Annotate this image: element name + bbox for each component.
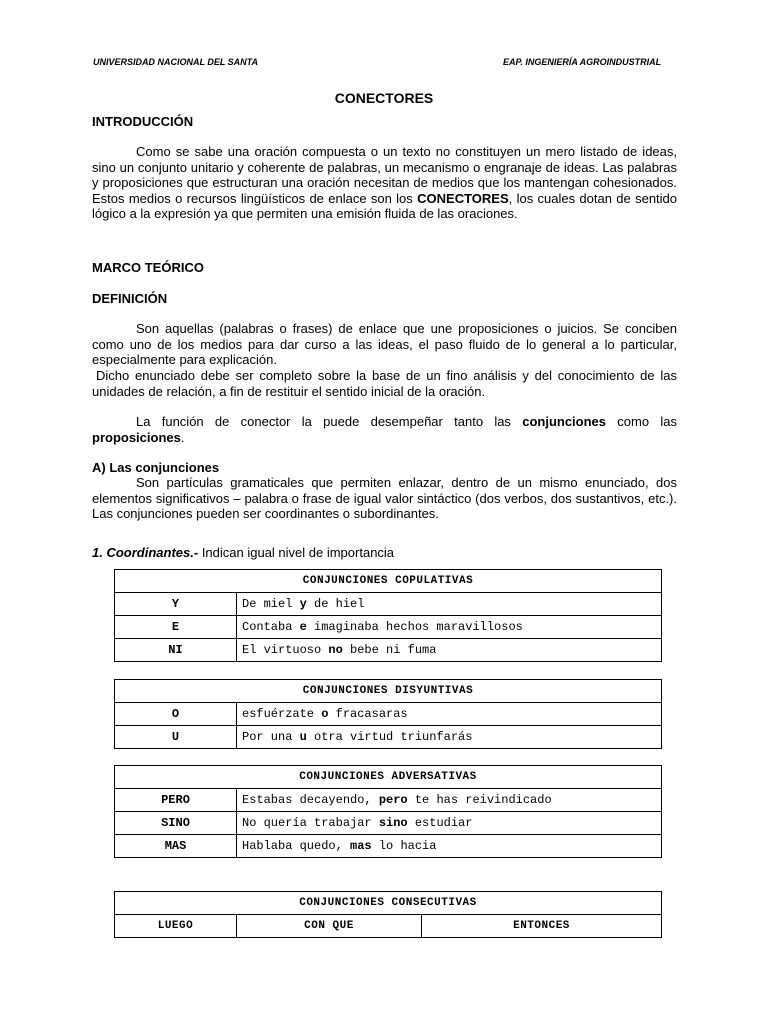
table-row: [115, 593, 662, 616]
example-pre: Contaba: [242, 620, 300, 634]
header-university: UNIVERSIDAD NACIONAL DEL SANTA: [93, 57, 259, 67]
p3-text-a: La función de conector la puede desempeñar tanto las: [136, 414, 511, 429]
definicion-heading: DEFINICIÓN: [92, 291, 168, 306]
intro-text-before: Como se sabe una oración compuesta o un texto no constituyen un mero listado de ideas, sino un conjunto unitario y coherente de palabras, un mecanismo o engranaje de ideas. Las palabras y proposiciones que estructuran una oración necesitan de medios que los mantengan cohesionados. Estos medios o recursos lingüísticos de enlace son los: [92, 144, 677, 206]
intro-paragraph: [92, 144, 677, 222]
coordinantes-label: 1. Coordinantes.-: [92, 545, 199, 560]
example-cell: [237, 639, 662, 662]
p3-text-c: como las: [617, 414, 677, 429]
example-post: bebe ni fuma: [342, 643, 437, 657]
conjunciones-paragraph: Son partículas gramaticales que permiten enlazar, dentro de un mismo enunciado, dos elementos significativos – palabra o frase de igual valor sintáctico (dos verbos, dos sustantivos, etc.). Las conjunciones pueden ser coordinantes o subordinantes.: [92, 475, 677, 521]
example-post: estudiar: [407, 816, 473, 830]
example-pre: esfuérzate: [242, 707, 322, 721]
table-row: [115, 639, 662, 662]
example-pre: Hablaba quedo,: [242, 839, 351, 853]
intro-heading: INTRODUCCIÓN: [92, 114, 194, 129]
conjunction-key: U: [115, 726, 237, 749]
table-copulativas: [114, 569, 662, 662]
definicion-paragraph-3: [92, 414, 677, 445]
example-cell: [237, 812, 662, 835]
intro-bold-term: CONECTORES: [417, 190, 509, 206]
table-row: [115, 789, 662, 812]
coordinantes-text: Indican igual nivel de importancia: [201, 545, 395, 560]
conjunction-key: Y: [115, 593, 237, 616]
example-bold: e: [299, 620, 307, 634]
example-cell: [237, 835, 662, 858]
definicion-paragraph-2: Dicho enunciado debe ser completo sobre la base de un fino análisis y del conocimiento de las unidades de relación, a fin de restituir el sentido inicial de la oración.: [92, 368, 677, 399]
example-bold: pero: [378, 793, 408, 807]
table-adversativas: [114, 765, 662, 858]
example-post: te has reivindicado: [407, 793, 552, 807]
table-row: [115, 812, 662, 835]
table-disyuntivas: [114, 679, 662, 749]
example-pre: Estabas decayendo,: [242, 793, 379, 807]
conjunction-key: PERO: [115, 789, 237, 812]
table-copulativas-title: CONJUNCIONES COPULATIVAS: [115, 570, 662, 593]
page-title: CONECTORES: [334, 90, 434, 106]
conjunction-key: O: [115, 703, 237, 726]
example-bold: no: [328, 643, 343, 657]
conjunction-cell: LUEGO: [115, 915, 237, 938]
table-adversativas-title: CONJUNCIONES ADVERSATIVAS: [115, 766, 662, 789]
example-cell: [237, 703, 662, 726]
example-cell: [237, 616, 662, 639]
example-cell: [237, 789, 662, 812]
coordinantes-line: [92, 545, 394, 560]
table-row: [115, 915, 662, 938]
example-pre: El virtuoso: [242, 643, 329, 657]
example-cell: [237, 726, 662, 749]
example-post: fracasaras: [328, 707, 408, 721]
example-post: de hiel: [306, 597, 365, 611]
definicion-paragraph-1: Son aquellas (palabras o frases) de enlace que une proposiciones o juicios. Se conciben como uno de los medios para dar curso a las ideas, el paso fluido de lo general a lo particular, especialmente para explicación.: [92, 321, 677, 367]
table-consecutivas-title: CONJUNCIONES CONSECUTIVAS: [115, 892, 662, 915]
conjunction-key: E: [115, 616, 237, 639]
table-row: [115, 835, 662, 858]
example-bold: mas: [350, 839, 372, 853]
example-bold: o: [321, 707, 329, 721]
table-consecutivas: [114, 891, 662, 938]
p3-text-d: .: [180, 429, 185, 445]
table-row: [115, 703, 662, 726]
p3-bold-proposiciones: proposiciones: [92, 429, 181, 445]
conjunction-cell: ENTONCES: [422, 915, 662, 938]
table-row: [115, 726, 662, 749]
conjunciones-heading: A) Las conjunciones: [92, 460, 220, 475]
example-post: otra virtud triunfarás: [306, 730, 473, 744]
p3-bold-conjunciones: conjunciones: [522, 414, 607, 429]
conjunction-key: SINO: [115, 812, 237, 835]
intro-text-after: , los cuales dotan de sentido lógico a la expresión ya que permiten una emisión fluida de las oraciones.: [92, 190, 678, 221]
example-post: imaginaba hechos maravillosos: [306, 620, 523, 634]
conjunction-key: MAS: [115, 835, 237, 858]
example-pre: De miel: [242, 597, 300, 611]
header-school: EAP. INGENIERÍA AGROINDUSTRIAL: [503, 57, 662, 67]
conjunction-key: NI: [115, 639, 237, 662]
table-row: [115, 616, 662, 639]
example-bold: u: [299, 730, 307, 744]
example-pre: Por una: [242, 730, 300, 744]
example-bold: y: [299, 597, 307, 611]
example-pre: No quería trabajar: [242, 816, 379, 830]
marco-heading: MARCO TEÓRICO: [92, 260, 204, 275]
conjunction-cell: CON QUE: [237, 915, 422, 938]
table-disyuntivas-title: CONJUNCIONES DISYUNTIVAS: [115, 680, 662, 703]
example-bold: sino: [378, 816, 408, 830]
example-post: lo hacia: [371, 839, 437, 853]
example-cell: [237, 593, 662, 616]
